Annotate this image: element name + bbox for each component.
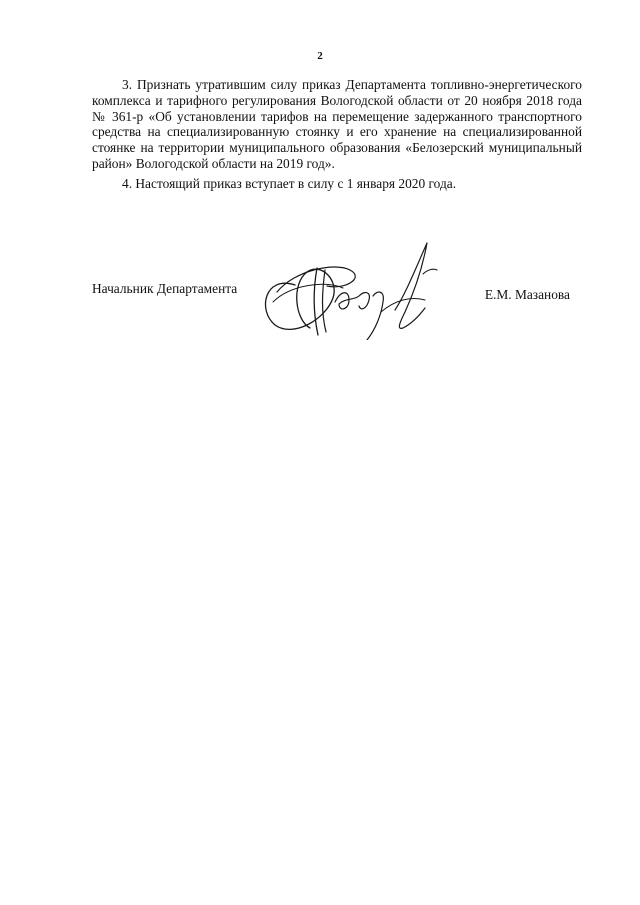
- paragraph-item-4: 4. Настоящий приказ вступает в силу с 1 января 2020 года.: [122, 175, 457, 191]
- paragraph-item-3: 3. Признать утратившим силу приказ Департамента топливно-энергетического комплекса и тарифного регулирования Вологодской области от 20 ноября 2018 года № 361-р «Об установлении тарифов на перемещение задержанного транспортного средства на специализированную стоянку и его хранение на специализированной стоянке на территории муниципального образования «Белозерский муниципальный район» Вологодской области на 2019 год».: [92, 77, 582, 171]
- document-body: [92, 77, 582, 192]
- handwritten-signature-icon: [255, 240, 440, 340]
- signer-name: Е.М. Мазанова: [484, 287, 570, 302]
- page-number: 2: [317, 50, 323, 62]
- signature-block: [92, 240, 582, 340]
- signer-position: Начальник Департамента: [92, 281, 238, 296]
